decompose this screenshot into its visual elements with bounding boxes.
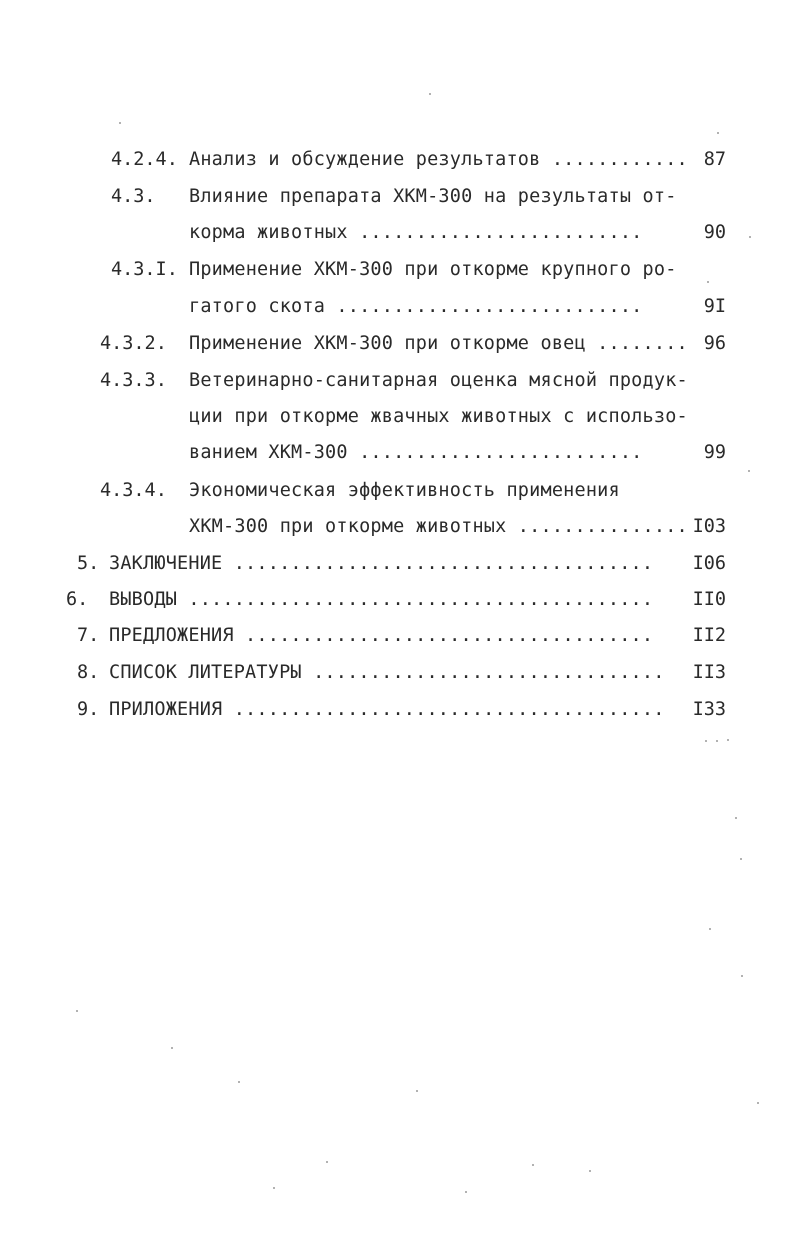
toc-page-number: 87 [703,149,726,170]
toc-number: 4.2.4. [111,149,178,170]
toc-page-number: 90 [703,222,726,243]
scan-speck [429,93,431,95]
scan-speck [171,1047,173,1049]
toc-title: Применение ХКМ-300 при откорме крупного ро- [189,259,677,280]
scan-speck [727,739,729,741]
toc-page-number: I33 [692,699,726,720]
toc-page-number: II0 [692,589,726,610]
toc-number: 8. [77,662,100,683]
toc-title-continuation: ванием ХКМ-300 ......................... [189,442,643,463]
scan-speck [532,1164,534,1166]
toc-number: 5. [77,553,100,574]
toc-title: ВЫВОДЫ ......................................... [109,589,654,610]
toc-number: 4.3.I. [111,259,178,280]
scan-speck [119,122,121,124]
toc-page-number: 99 [703,442,726,463]
scan-speck [705,740,707,742]
toc-page-number: 96 [703,333,726,354]
toc-number: 7. [77,625,100,646]
toc-title: Влияние препарата ХКМ-300 на результаты от- [189,186,677,207]
scan-speck [589,1170,591,1172]
scan-speck [741,975,743,977]
scan-speck [748,470,750,472]
scan-speck [416,1090,418,1092]
toc-title: ПРИЛОЖЕНИЯ ...................................... [109,699,665,720]
toc-title: Ветеринарно-санитарная оценка мясной продук- [189,370,688,391]
toc-page-number: I06 [692,553,726,574]
toc-page-number: I03 [692,516,726,537]
toc-number: 4.3.2. [100,333,167,354]
scan-speck [749,236,751,238]
scan-speck [716,740,718,742]
toc-title: Применение ХКМ-300 при откорме овец ........ [189,333,688,354]
toc-page-number: II3 [692,662,726,683]
toc-number: 4.3.4. [100,480,167,501]
scan-speck [76,1010,78,1012]
scan-speck [273,1187,275,1189]
scan-speck [465,1191,467,1193]
toc-number: 4.3.3. [100,370,167,391]
toc-title-continuation: ции при откорме жвачных животных с использо- [189,406,688,427]
toc-title: СПИСОК ЛИТЕРАТУРЫ ............................... [109,662,665,683]
scan-speck [735,817,737,819]
toc-title-continuation: корма животных ......................... [189,222,643,243]
toc-title: Анализ и обсуждение результатов ............ [189,149,688,170]
toc-number: 6. [66,589,89,610]
toc-page-number: II2 [692,625,726,646]
toc-title: ПРЕДЛОЖЕНИЯ .................................... [109,625,654,646]
scan-speck [740,858,742,860]
scan-speck [717,132,719,134]
toc-number: 4.3. [111,186,156,207]
scan-speck [238,1081,240,1083]
toc-title: ЗАКЛЮЧЕНИЕ ..................................... [109,553,654,574]
scan-speck [707,281,709,283]
toc-page-number: 9I [703,296,726,317]
toc-number: 9. [77,699,100,720]
scan-speck [757,1102,759,1104]
scan-speck [709,928,711,930]
toc-title: Экономическая эффективность применения [189,480,620,501]
scan-speck [326,1161,328,1163]
toc-title-continuation: гатого скота ........................... [189,296,643,317]
toc-title-continuation: ХКМ-300 при откорме животных ............... [189,516,688,537]
